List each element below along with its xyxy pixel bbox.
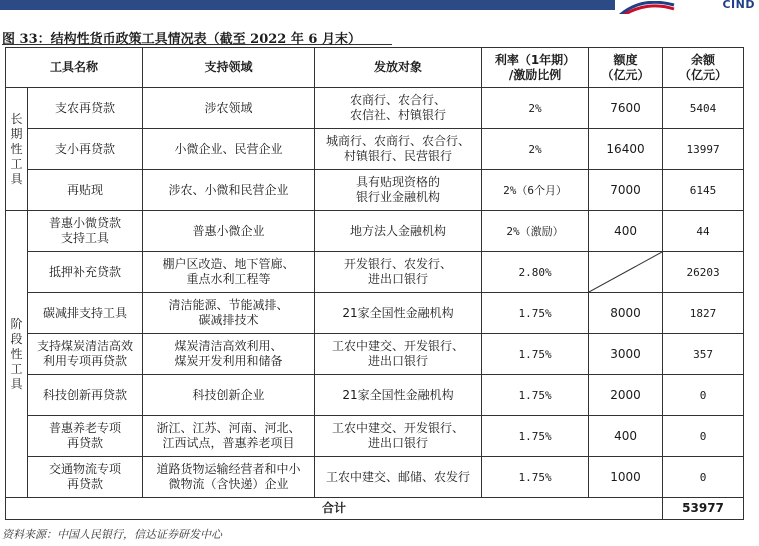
rate-cell: 1.75% — [482, 457, 589, 498]
support-field-cell — [143, 88, 315, 129]
col-header-balance-line2: （亿元） — [679, 67, 728, 82]
tool-name-text: 普惠小微贷款 — [49, 216, 122, 230]
support-field-cell — [143, 334, 315, 375]
tool-name-cell — [28, 129, 143, 170]
tool-name-cell — [28, 170, 143, 211]
quota-cell: 400 — [589, 211, 663, 252]
tool-name-text: 普惠养老专项 — [49, 421, 122, 435]
target-institution-cell — [315, 88, 482, 129]
tool-name-cell — [28, 375, 143, 416]
balance-cell: 357 — [663, 334, 744, 375]
table-row — [6, 334, 744, 375]
tool-name-cell — [28, 293, 143, 334]
tool-name-text: 再贴现 — [67, 182, 104, 197]
support-field-cell — [143, 252, 315, 293]
quota-cell — [589, 252, 663, 293]
support-field-text: 煤炭开发利用和储备 — [174, 354, 283, 368]
support-field-cell — [143, 293, 315, 334]
tool-name-text: 支小再贷款 — [55, 141, 116, 156]
support-field-cell — [143, 375, 315, 416]
rate-cell: 2.80% — [482, 252, 589, 293]
balance-cell: 5404 — [663, 88, 744, 129]
tool-name-cell — [28, 88, 143, 129]
total-row — [6, 498, 744, 520]
tool-name-text: 支持工具 — [61, 231, 110, 245]
balance-cell: 0 — [663, 416, 744, 457]
table-row — [6, 252, 744, 293]
tool-name-text: 再贷款 — [67, 477, 104, 491]
balance-cell: 0 — [663, 457, 744, 498]
col-header-quota-line2: （亿元） — [601, 67, 650, 82]
support-field-text: 浙江、江苏、河南、河北、 — [156, 421, 301, 435]
table-row — [6, 457, 744, 498]
table-header-row — [6, 48, 744, 88]
tool-name-text: 利用专项再贷款 — [43, 354, 128, 368]
quota-cell: 7600 — [589, 88, 663, 129]
quota-cell: 2000 — [589, 375, 663, 416]
support-field-cell — [143, 170, 315, 211]
quota-cell: 7000 — [589, 170, 663, 211]
target-institution-text: 农商行、农合行、 — [350, 93, 447, 107]
tool-name-text: 支持煤炭清洁高效 — [37, 339, 134, 353]
tool-name-cell — [28, 457, 143, 498]
support-field-cell — [143, 416, 315, 457]
quota-cell: 8000 — [589, 293, 663, 334]
support-field-text: 涉农领域 — [204, 100, 253, 115]
balance-cell: 0 — [663, 375, 744, 416]
figure-title: 图 33：结构性货币政策工具情况表（截至 2022 年 6 月末） — [2, 32, 361, 47]
title-underline — [2, 44, 392, 45]
support-field-text: 碳减排技术 — [198, 313, 259, 327]
rate-cell: 2% — [482, 129, 589, 170]
tool-name-cell — [28, 252, 143, 293]
target-institution-text: 21家全国性金融机构 — [342, 305, 454, 320]
support-field-text: 江西试点，普惠养老项目 — [162, 436, 295, 450]
tool-name-cell — [28, 416, 143, 457]
support-field-text: 涉农、小微和民营企业 — [168, 182, 289, 197]
target-institution-text: 农信社、村镇银行 — [350, 108, 447, 122]
target-institution-text: 城商行、农商行、农合行、 — [326, 134, 471, 148]
tool-name-text: 再贷款 — [67, 436, 104, 450]
source-note: 资料来源：中国人民银行，信达证券研发中心 — [2, 528, 222, 541]
tool-name-text: 碳减排支持工具 — [43, 305, 128, 320]
target-institution-cell — [315, 416, 482, 457]
table-row — [6, 211, 744, 252]
rate-cell: 2%（6个月） — [482, 170, 589, 211]
balance-cell: 1827 — [663, 293, 744, 334]
rate-cell: 1.75% — [482, 416, 589, 457]
tool-name-text: 抵押补充贷款 — [49, 264, 122, 279]
table-row — [6, 293, 744, 334]
col-header-target: 发放对象 — [315, 48, 482, 88]
support-field-text: 重点水利工程等 — [186, 272, 271, 286]
support-field-text: 煤炭清洁高效利用、 — [174, 339, 283, 353]
balance-cell: 26203 — [663, 252, 744, 293]
target-institution-text: 银行业金融机构 — [356, 190, 441, 204]
table-row — [6, 129, 744, 170]
support-field-cell — [143, 211, 315, 252]
balance-cell: 13997 — [663, 129, 744, 170]
quota-cell: 1000 — [589, 457, 663, 498]
tool-name-text: 科技创新再贷款 — [43, 387, 128, 402]
target-institution-cell — [315, 293, 482, 334]
target-institution-text: 具有贴现资格的 — [356, 175, 441, 189]
table-row — [6, 375, 744, 416]
target-institution-cell — [315, 334, 482, 375]
category-label: 长期性工具 — [10, 111, 23, 186]
target-institution-text: 工农中建交、开发银行、 — [332, 339, 465, 353]
policy-tools-table — [5, 47, 744, 520]
target-institution-cell — [315, 170, 482, 211]
support-field-cell — [143, 457, 315, 498]
total-label: 合计 — [6, 498, 663, 520]
target-institution-cell — [315, 375, 482, 416]
table-body — [6, 88, 744, 520]
support-field-text: 科技创新企业 — [192, 387, 265, 402]
target-institution-text: 进出口银行 — [368, 436, 429, 450]
balance-cell: 6145 — [663, 170, 744, 211]
support-field-text: 小微企业、民营企业 — [174, 141, 283, 156]
support-field-cell — [143, 129, 315, 170]
target-institution-text: 工农中建交、开发银行、 — [332, 421, 465, 435]
col-header-balance — [663, 48, 744, 88]
col-header-rate-line2: /激励比例 — [508, 67, 562, 82]
support-field-text: 棚户区改造、地下管廊、 — [162, 257, 295, 271]
col-header-name: 工具名称 — [6, 48, 143, 88]
category-label: 阶段性工具 — [10, 316, 23, 391]
target-institution-text: 开发银行、农发行、 — [344, 257, 453, 271]
rate-cell: 2% — [482, 88, 589, 129]
table-row — [6, 170, 744, 211]
category-cell — [6, 211, 28, 498]
table-row — [6, 88, 744, 129]
quota-cell: 16400 — [589, 129, 663, 170]
tool-name-text: 交通物流专项 — [49, 462, 122, 476]
target-institution-text: 工农中建交、邮储、农发行 — [326, 469, 471, 484]
target-institution-text: 21家全国性金融机构 — [342, 387, 454, 402]
tool-name-cell — [28, 334, 143, 375]
target-institution-cell — [315, 457, 482, 498]
target-institution-cell — [315, 211, 482, 252]
rate-cell: 1.75% — [482, 293, 589, 334]
brand-logo — [612, 0, 759, 14]
col-header-field: 支持领域 — [143, 48, 315, 88]
header-bar — [0, 0, 615, 10]
rate-cell: 1.75% — [482, 375, 589, 416]
target-institution-text: 进出口银行 — [368, 272, 429, 286]
balance-cell: 44 — [663, 211, 744, 252]
rate-cell: 1.75% — [482, 334, 589, 375]
total-balance: 53977 — [663, 498, 744, 520]
target-institution-text: 地方法人金融机构 — [350, 223, 447, 238]
brand-text: CIND — [722, 0, 755, 11]
support-field-text: 微物流（含快递）企业 — [168, 477, 289, 491]
category-cell — [6, 88, 28, 211]
target-institution-text: 村镇银行、民营银行 — [344, 149, 453, 163]
target-institution-text: 进出口银行 — [368, 354, 429, 368]
col-header-quota-line1: 额度 — [613, 52, 638, 67]
rate-cell: 2%（激励） — [482, 211, 589, 252]
quota-cell: 3000 — [589, 334, 663, 375]
target-institution-cell — [315, 129, 482, 170]
col-header-quota — [589, 48, 663, 88]
tool-name-cell — [28, 211, 143, 252]
empty-cell-slash — [589, 252, 662, 292]
col-header-rate-line1: 利率（1年期） — [494, 52, 576, 67]
quota-cell: 400 — [589, 416, 663, 457]
target-institution-cell — [315, 252, 482, 293]
support-field-text: 普惠小微企业 — [192, 223, 265, 238]
support-field-text: 清洁能源、节能减排、 — [168, 298, 289, 312]
col-header-balance-line1: 余额 — [691, 52, 716, 67]
table-row — [6, 416, 744, 457]
col-header-rate — [482, 48, 589, 88]
tool-name-text: 支农再贷款 — [55, 100, 116, 115]
support-field-text: 道路货物运输经营者和中小 — [156, 462, 301, 476]
